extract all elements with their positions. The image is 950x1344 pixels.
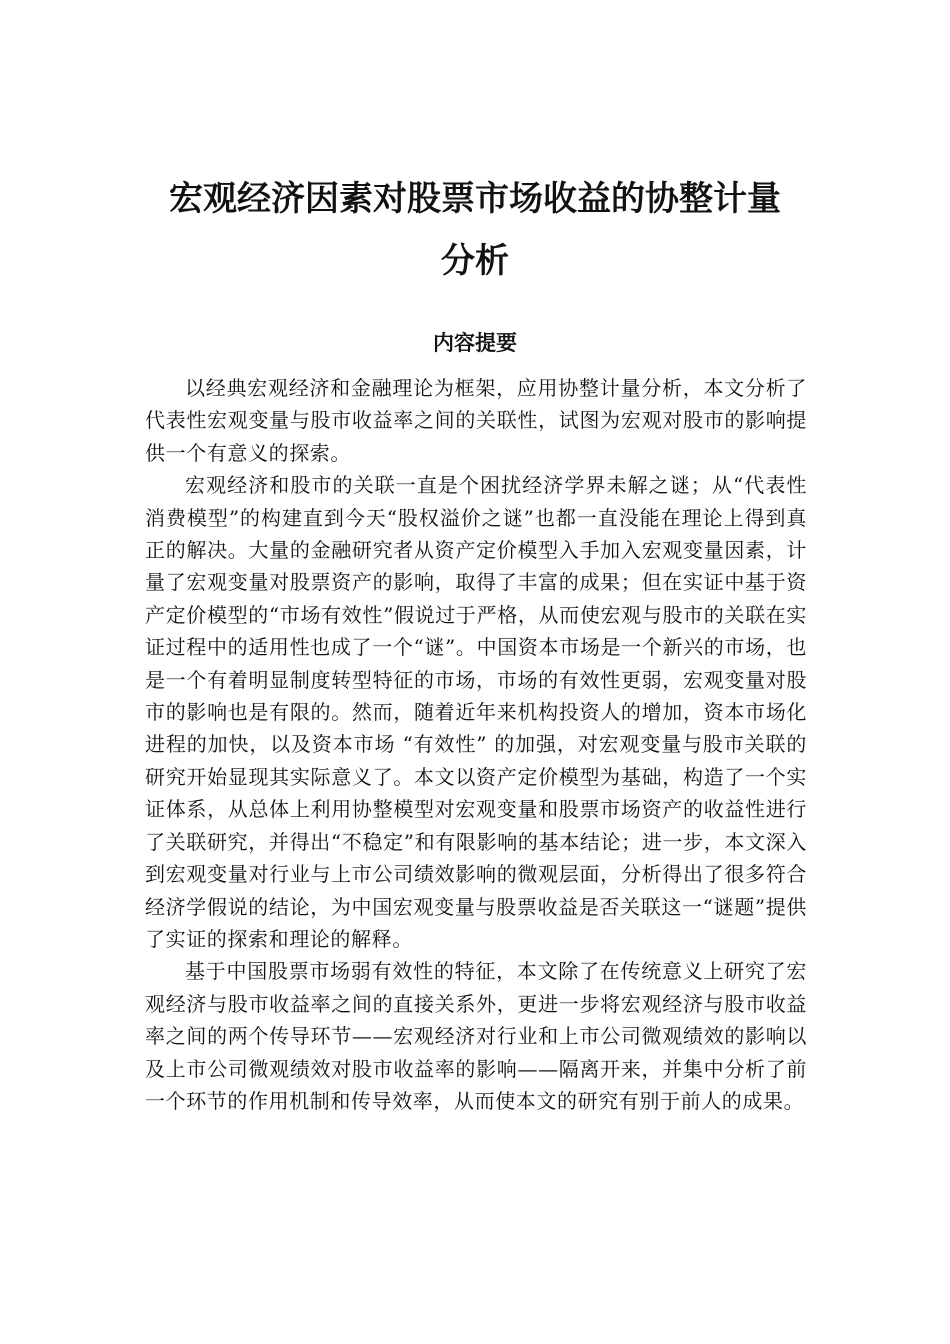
document-title <box>120 168 830 292</box>
abstract-body <box>145 372 807 1117</box>
paragraph-3: 基于中国股票市场弱有效性的特征，本文除了在传统意义上研究了宏观经济与股市收益率之间的直接关系外，更进一步将宏观经济与股市收益率之间的两个传导环节——宏观经济对行业和上市公司微观绩效的影响以及上市公司微观绩效对股市收益率的影响——隔离开来，并集中分析了前一个环节的作用机制和传导效率，从而使本文的研究有别于前人的成果。 <box>145 959 807 1113</box>
title-line-2: 分析 <box>441 241 509 281</box>
abstract-heading: 内容提要 <box>433 331 517 355</box>
paragraph-2: 宏观经济和股市的关联一直是个困扰经济学界未解之谜；从“代表性消费模型”的构建直到今天“股权溢价之谜”也都一直没能在理论上得到真正的解决。大量的金融研究者从资产定价模型入手加入宏观变量因素，计量了宏观变量对股票资产的影响，取得了丰富的成果；但在实证中基于资产定价模型的“市场有效性”假说过于严格，从而使宏观与股市的关联在实证过程中的适用性也成了一个“谜”。中国资本市场是一个新兴的市场，也是一个有着明显制度转型特征的市场，市场的有效性更弱，宏观变量对股市的影响也是有限的。然而，随着近年来机构投资人的增加，资本市场化进程的加快，以及资本市场 “有效性” 的加强，对宏观变量与股市关联的研究开始显现其实际意义了。本文以资产定价模型为基础，构造了一个实证体系，从总体上利用协整模型对宏观变量和股票市场资产的收益性进行了关联研究，并得出“不稳定”和有限影响的基本结论；进一步，本文深入到宏观变量对行业与上市公司绩效影响的微观层面，分析得出了很多符合经济学假说的结论，为中国宏观变量与股票收益是否关联这一“谜题”提供了实证的探索和理论的解释。 <box>145 473 807 951</box>
paragraph-1: 以经典宏观经济和金融理论为框架，应用协整计量分析，本文分析了代表性宏观变量与股市收益率之间的关联性，试图为宏观对股市的影响提供一个有意义的探索。 <box>145 376 807 465</box>
title-line-1: 宏观经济因素对股票市场收益的协整计量 <box>169 179 781 219</box>
